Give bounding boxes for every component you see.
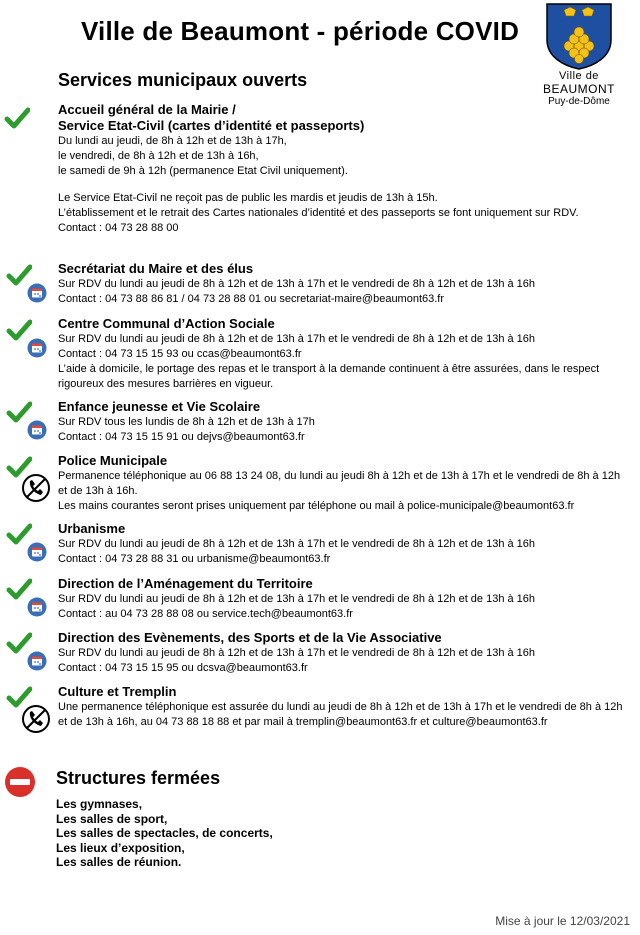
calendar-icon bbox=[27, 542, 47, 562]
calendar-icon bbox=[27, 420, 47, 440]
service-name: Direction de l’Aménagement du Territoire bbox=[58, 576, 313, 591]
service-line: Les mains courantes seront prises uniquement par téléphone ou mail à police-municipale@beaumont63.fr bbox=[58, 500, 575, 512]
crest-line-3: Puy-de-Dôme bbox=[548, 96, 610, 107]
service-line: Contact : 04 73 28 88 00 bbox=[58, 222, 179, 234]
service-evenements bbox=[58, 630, 628, 676]
calendar-icon bbox=[27, 651, 47, 671]
phone-icon bbox=[21, 704, 51, 734]
check-icon bbox=[4, 106, 30, 130]
service-name: Enfance jeunesse et Vie Scolaire bbox=[58, 399, 261, 414]
service-ccas bbox=[58, 316, 628, 392]
calendar-icon bbox=[27, 338, 47, 358]
service-name: Centre Communal d’Action Sociale bbox=[58, 316, 275, 331]
service-line: L’aide à domicile, le portage des repas et le transport à la demande continuent à être assurées, dans le respect rigoureux des mesures barrières en vigueur. bbox=[58, 363, 600, 390]
service-line: Sur RDV tous les lundis de 8h à 12h et de 13h à 17h bbox=[58, 416, 315, 428]
service-line: le vendredi, de 8h à 12h et de 13h à 16h, bbox=[58, 150, 259, 162]
service-line: Permanence téléphonique au 06 88 13 24 08, du lundi au jeudi 8h à 12h et de 13h à 17h et le vendredi de 8h à 12h et de 13h à 16h. bbox=[58, 470, 621, 497]
service-enfance bbox=[58, 399, 628, 445]
service-line: Contact : au 04 73 28 88 08 ou service.tech@beaumont63.fr bbox=[58, 608, 353, 620]
no-entry-icon bbox=[4, 766, 36, 798]
service-urbanisme bbox=[58, 521, 628, 567]
list-item: Les lieux d’exposition, bbox=[56, 840, 185, 855]
service-name: Culture et Tremplin bbox=[58, 684, 177, 699]
list-item: Les salles de spectacles, de concerts, bbox=[56, 826, 273, 840]
closed-section-title: Structures fermées bbox=[56, 768, 221, 788]
list-item: Les salles de réunion. bbox=[56, 855, 182, 869]
service-line: Sur RDV du lundi au jeudi de 8h à 12h et de 13h à 17h et le vendredi de 8h à 12h et de 13h à 16h bbox=[58, 278, 536, 290]
service-line: Une permanence téléphonique est assurée du lundi au jeudi de 8h à 12h et de 13h à 17h et le vendredi de 8h à 12h et de 13h à 16h, au 04 73 88 18 88 et par mail à tremplin@beaumont63.fr et culture@beaumont63.fr bbox=[58, 701, 623, 728]
crest-line-2: BEAUMONT bbox=[542, 82, 615, 96]
service-line: Contact : 04 73 15 15 91 ou dejvs@beaumont63.fr bbox=[58, 431, 305, 443]
service-line: Sur RDV du lundi au jeudi de 8h à 12h et de 13h à 17h et le vendredi de 8h à 12h et de 13h à 16h bbox=[58, 647, 536, 659]
service-name: Urbanisme bbox=[58, 521, 126, 536]
phone-icon bbox=[21, 473, 51, 503]
service-line: Sur RDV du lundi au jeudi de 8h à 12h et de 13h à 17h et le vendredi de 8h à 12h et de 13h à 16h bbox=[58, 333, 536, 345]
service-name: Police Municipale bbox=[58, 453, 168, 468]
update-date: Mise à jour le 12/03/2021 bbox=[495, 914, 630, 928]
list-item: Les gymnases, bbox=[56, 797, 143, 811]
service-name: Direction des Evènements, des Sports et de la Vie Associative bbox=[58, 630, 442, 645]
service-line: Contact : 04 73 88 86 81 / 04 73 28 88 01 ou secretariat-maire@beaumont63.fr bbox=[58, 293, 445, 305]
service-line: Contact : 04 73 15 15 95 ou dcsva@beaumont63.fr bbox=[58, 662, 308, 674]
service-police bbox=[58, 453, 628, 514]
service-culture bbox=[58, 684, 628, 730]
service-line: L’établissement et le retrait des Cartes nationales d’identité et des passeports se font uniquement sur RDV. bbox=[58, 207, 579, 219]
town-crest-logo bbox=[544, 2, 614, 70]
service-line: Contact : 04 73 28 88 31 ou urbanisme@beaumont63.fr bbox=[58, 553, 331, 565]
calendar-icon bbox=[27, 597, 47, 617]
service-name: Secrétariat du Maire et des élus bbox=[58, 261, 254, 276]
service-line: Contact : 04 73 15 15 93 ou ccas@beaumont63.fr bbox=[58, 348, 302, 360]
service-name: Service Etat-Civil (cartes d’identité et passeports) bbox=[58, 118, 365, 133]
page-title: Ville de Beaumont - période COVID bbox=[80, 16, 520, 46]
service-line: le samedi de 9h à 12h (permanence Etat Civil uniquement). bbox=[58, 165, 348, 177]
service-line: Le Service Etat-Civil ne reçoit pas de public les mardis et jeudis de 13h à 15h. bbox=[58, 192, 438, 204]
service-line: Sur RDV du lundi au jeudi de 8h à 12h et de 13h à 17h et le vendredi de 8h à 12h et de 13h à 16h bbox=[58, 593, 536, 605]
open-section-title: Services municipaux ouverts bbox=[58, 70, 308, 90]
crest-line-1: Ville de bbox=[559, 70, 599, 82]
closed-list bbox=[56, 797, 273, 870]
service-line: Sur RDV du lundi au jeudi de 8h à 12h et de 13h à 17h et le vendredi de 8h à 12h et de 13h à 16h bbox=[58, 538, 536, 550]
service-amenagement bbox=[58, 576, 628, 622]
service-secretariat bbox=[58, 261, 628, 307]
list-item: Les salles de sport, bbox=[56, 811, 168, 826]
service-name: Accueil général de la Mairie / bbox=[58, 102, 236, 117]
service-line: Du lundi au jeudi, de 8h à 12h et de 13h à 17h, bbox=[58, 135, 287, 147]
calendar-icon bbox=[27, 283, 47, 303]
service-accueil bbox=[58, 102, 628, 236]
